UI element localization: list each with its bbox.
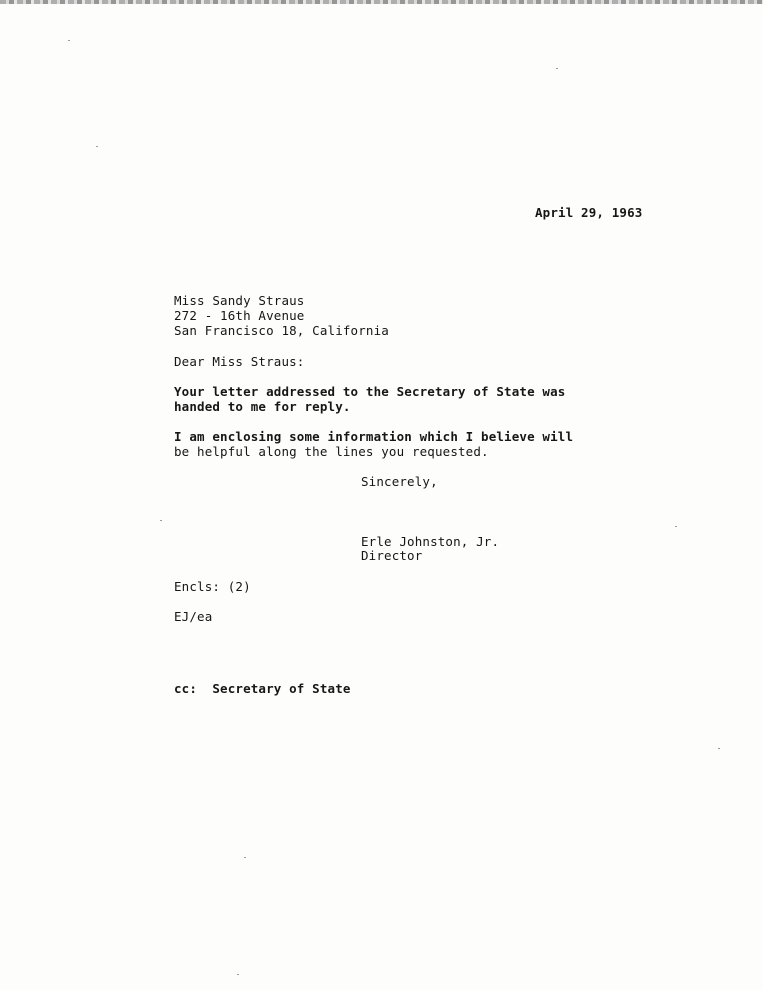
- salutation: Dear Miss Straus:: [174, 354, 305, 369]
- letter-date: April 29, 1963: [535, 205, 643, 220]
- scan-speck: [237, 974, 239, 975]
- body-paragraph-1-line-2: handed to me for reply.: [174, 399, 351, 414]
- carbon-copy-line: cc: Secretary of State: [174, 681, 351, 696]
- scan-speck: [160, 520, 162, 521]
- typist-initials: EJ/ea: [174, 609, 213, 624]
- scan-speck: [718, 748, 720, 749]
- recipient-name: Miss Sandy Straus: [174, 293, 305, 308]
- recipient-city: San Francisco 18, California: [174, 323, 389, 338]
- scan-speck: [244, 857, 246, 858]
- recipient-street: 272 - 16th Avenue: [174, 308, 305, 323]
- closing: Sincerely,: [361, 474, 438, 489]
- scan-speck: [675, 526, 677, 527]
- signer-title: Director: [361, 548, 423, 563]
- scan-speck: [68, 40, 70, 41]
- scan-speck: [556, 68, 558, 69]
- scan-speck: [96, 146, 98, 147]
- body-paragraph-1-line-1: Your letter addressed to the Secretary of State was: [174, 384, 566, 399]
- body-paragraph-2-line-1: I am enclosing some information which I believe will: [174, 429, 574, 444]
- scan-top-edge: [0, 0, 763, 4]
- enclosures-note: Encls: (2): [174, 579, 251, 594]
- signer-name: Erle Johnston, Jr.: [361, 534, 500, 549]
- body-paragraph-2-line-2: be helpful along the lines you requested.: [174, 444, 489, 459]
